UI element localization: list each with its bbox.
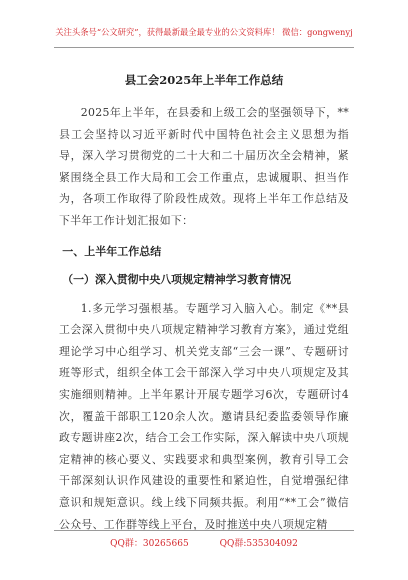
intro-paragraph: 2025年上半年，在县委和上级工会的坚强领导下，**县工会坚持以习近平新时代中国特色社会主义思想为指导，深入学习贯彻党的二十大和二十届历次全会精神，紧紧围绕全县工作大局和工会工作重点，忠诚履职、担当作为，各项工作取得了阶段性成效。现将上半年工作总结及下半年工作计划汇报如下： (59, 106, 349, 227)
item-paragraph: 1.多元学习强根基。专题学习入脑入心。制定《**县工会深入贯彻中央八项规定精神学习教育方案》，通过党组理论学习中心组学习、机关党支部“三会一课”、专题研讨班等形式，组织全体工会干部深入学习中央八项规定及其实施细则精神。上半年累计开展专题学习6次，专题研讨4次，覆盖干部职工120余人次。邀请县纪委监委领导作廉政专题讲座2次，结合工会工作实际，深入解读中央八项规定精神的核心要义、实践要求和典型案例，教育引导工会干部深刻认识作风建设的重要性和紧迫性，自觉增强纪律意识和规矩意识。线上线下同频共振。利用“**工会”微信公众号、工作群等线上平台，及时推送中央八项规定精 (59, 301, 349, 531)
subsection-heading: （一）深入贯彻中央八项规定精神学习教育情况 (62, 272, 291, 286)
footer (0, 536, 408, 549)
header-divider (54, 47, 354, 48)
header-promo-note: 关注头条号“公文研究”，获得最新最全最专业的公文资料库！ 微信：gongwenyj (55, 27, 353, 37)
document-body (59, 72, 349, 535)
document-title: 县工会2025年上半年工作总结 (124, 73, 284, 87)
footer-qq-group-2: QQ群:535304092 (219, 539, 298, 549)
footer-divider (54, 530, 354, 531)
section-heading: 一、上半年工作总结 (62, 244, 162, 258)
footer-qq-group-1: QQ群：30265665 (110, 539, 189, 549)
